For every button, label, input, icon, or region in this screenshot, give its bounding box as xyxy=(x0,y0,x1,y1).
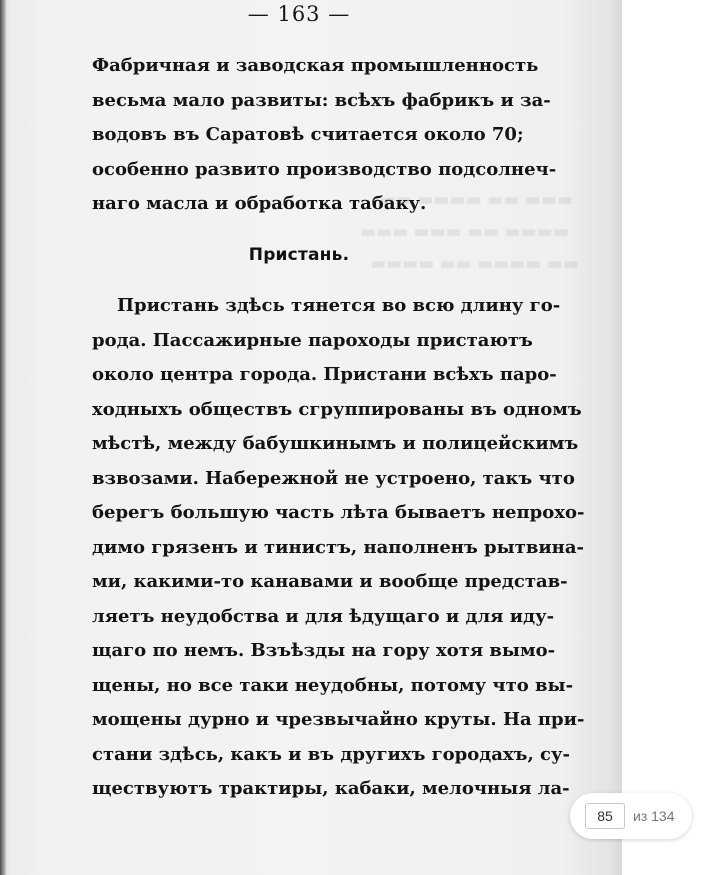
page-number: — 163 — xyxy=(247,2,351,26)
show-through-texture: ▬▬▬ ▬▬ ▬▬▬▬ ▬▬ xyxy=(380,190,573,210)
page-total-label: из 134 xyxy=(633,808,675,824)
text-line: рода. Пассажирные пароходы пристаютъ xyxy=(92,329,533,351)
text-line: стани здѣсь, какъ и въ другихъ городахъ, су- xyxy=(92,743,570,765)
text-line: взвозами. Набережной не устроено, такъ что xyxy=(92,467,575,489)
text-line: наго масла и обработка табаку. xyxy=(92,193,427,214)
text-line: ми, какими-то канавами и вообще представ- xyxy=(92,571,568,592)
text-line: щаго по немъ. Взъѣзды на гору хотя вымо- xyxy=(92,640,556,661)
text-line: ляетъ неудобства и для ѣдущаго и для иду- xyxy=(92,605,555,627)
page-number-input[interactable] xyxy=(585,803,625,829)
paragraph-pier xyxy=(92,289,585,807)
page-binding-shadow xyxy=(0,0,6,875)
text-line: около центра города. Пристани всѣхъ паро- xyxy=(92,364,557,385)
page-navigator xyxy=(570,793,692,839)
show-through-texture: ▬▬ ▬▬▬▬ ▬▬ ▬▬▬▬ xyxy=(370,254,579,274)
text-line: водовъ въ Саратовѣ считается около 70; xyxy=(92,124,524,145)
text-line: весьма мало развиты: всѣхъ фабрикъ и за- xyxy=(92,89,551,111)
text-line: мощены дурно и чрезвычайно круты. На при- xyxy=(92,709,585,730)
paragraph-industry xyxy=(92,49,557,222)
text-line: особенно развито производство подсолнеч- xyxy=(92,158,557,180)
text-line: димо грязенъ и тинистъ, наполненъ рытвина- xyxy=(92,536,584,558)
text-line: Фабричная и заводская промышленность xyxy=(92,55,539,76)
text-line: ходныхъ обществъ сгруппированы въ одномъ xyxy=(92,398,582,420)
section-heading: Пристань. xyxy=(248,245,350,265)
show-through-texture: ▬▬▬▬ ▬▬ ▬▬▬ ▬▬▬ xyxy=(360,222,569,242)
text-line: щены, но все таки неудобны, потому что вы- xyxy=(92,674,574,696)
text-line: мѣстѣ, между бабушкинымъ и полицейскимъ xyxy=(92,433,579,454)
text-line: ществуютъ трактиры, кабаки, мелочныя ла- xyxy=(92,778,570,799)
text-line: берегъ большую часть лѣта бываетъ непрохо- xyxy=(92,502,585,523)
text-line: Пристань здѣсь тянется во всю длину го- xyxy=(117,295,561,316)
